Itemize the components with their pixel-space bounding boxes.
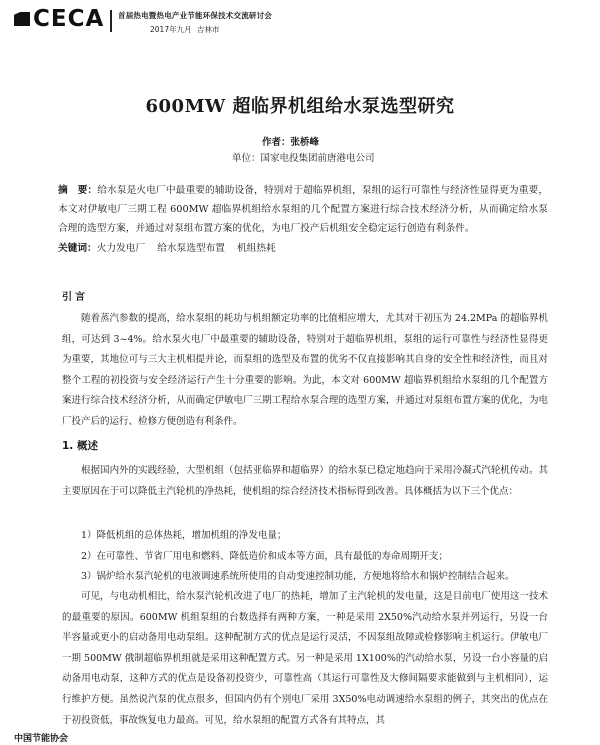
keywords xyxy=(58,240,548,254)
conference-place: 吉林市 xyxy=(196,25,220,34)
unit-label: 单位： xyxy=(232,153,261,164)
keywords-label: 关键词： xyxy=(58,243,97,254)
advantages-list xyxy=(62,526,548,588)
keyword-item: 机组热耗 xyxy=(237,243,276,254)
conference-title: 首届热电暨热电产业节能环保技术交流研讨会 xyxy=(118,11,272,20)
intro-heading: 引言 xyxy=(62,292,88,303)
author-line xyxy=(262,134,319,148)
paper-title: 600MW 超临界机组给水泵选型研究 xyxy=(145,96,455,117)
section-1-paragraph-2: 可见，与电动机相比，给水泵汽轮机改进了电厂的热耗，增加了主汽轮机的发电量，这是目前电厂使用这一技术的最重要的原因。600MW 机组泵组的台数选择有两种方案，一种是采用 2X50%汽动给水泵并列运行，另设一台半容量或更小的启动备用电动泵组。这种配制方式的优点是运行灵活，不因泵组故障或检修影响主机运行。伊敏电厂一期 500MW 俄制超临界机组就是采用这种配置方式。另一种是采用 1X100%的汽动给水泵，另设一台小容量的启动备用电动泵，这种方式的优点是设备初投资少，可靠性高（其运行可靠性及大修间隔要求能做到与主机相同），运行维护方便。虽然说汽泵的优点很多，但国内仍有个别电厂采用 3X50%电动调速给水泵组的例子，其突出的优点在于初投资低，事故恢复电力最高。可见，给水泵组的配置方式各有其特点，其 xyxy=(62,591,548,726)
conference-year: 2017年九月 xyxy=(150,25,192,34)
keyword-item: 给水泵选型布置 xyxy=(157,243,225,254)
abstract xyxy=(58,181,548,238)
intro-paragraph: 随着蒸汽参数的提高，给水泵组的耗功与机组额定功率的比值相应增大，尤其对于初压为 24.2MPa 的超临界机组，可达到 3~4%。给水泵火电厂中最重要的辅助设备，特别对于超临界机组，泵组的运行可靠性与经济性显得更为重要，其地位可与三大主机相提并论，而泵组的选型及布置的优劣不仅直接影响其自身的安全性和经济性，而且对整个工程的初投资与安全经济运行产生十分重要的影响。为此，本文对 600MW 超临界机组给水泵组的几个配置方案进行综合技术经济分析，从而确定伊敏电厂三期工程给水泵合理的选型方案，并通过对泵组布置方案的优化，为电厂投产后的运行、检修方便创造有利条件。 xyxy=(62,313,548,427)
unit-line xyxy=(232,150,375,164)
logo-text: CECA xyxy=(33,6,105,32)
abstract-label: 摘 要： xyxy=(58,185,98,196)
list-item: 2）在可靠性、节省厂用电和燃料、降低造价和成本等方面，具有最低的寿命周期开支； xyxy=(81,550,449,562)
logo-mark-icon xyxy=(14,12,30,26)
section-1-heading: 1. 概述 xyxy=(62,440,98,452)
author-label: 作者： xyxy=(262,137,291,148)
unit-name: 国家电投集团前唐港电公司 xyxy=(260,153,375,164)
author-name: 张桥峰 xyxy=(290,137,320,148)
conference-date xyxy=(150,24,222,35)
section-1-paragraph: 根据国内外的实践经验，大型机组（包括亚临界和超临界）的给水泵已稳定地趋向于采用冷凝式汽轮机传动。其主要原因在于可以降低主汽轮机的净热耗，使机组的综合经济技术指标得到改善。具体概括为以下三个优点： xyxy=(62,465,548,497)
keyword-item: 火力发电厂 xyxy=(96,243,146,254)
page-footer: 中国节能协会 xyxy=(14,734,69,744)
abstract-text: 给水泵是火电厂中最重要的辅助设备，特别对于超临界机组，泵组的运行可靠性与经济性显得更为重要，本文对伊敏电厂三期工程 600MW 超临界机组给水泵组的几个配置方案进行综合技术经济分析，从而确定给水泵合理的选型方案，并通过对泵组布置方案的优化，为电厂投产后机组安全稳定运行创造有利条件。 xyxy=(58,185,549,234)
list-item: 3）锅炉给水泵汽轮机的电液调速系统所使用的自动变速控制功能，方便地将给水和锅炉控制结合起来。 xyxy=(81,571,515,583)
list-item: 1）降低机组的总体热耗，增加机组的净发电量； xyxy=(81,530,287,541)
header-divider xyxy=(110,10,112,32)
